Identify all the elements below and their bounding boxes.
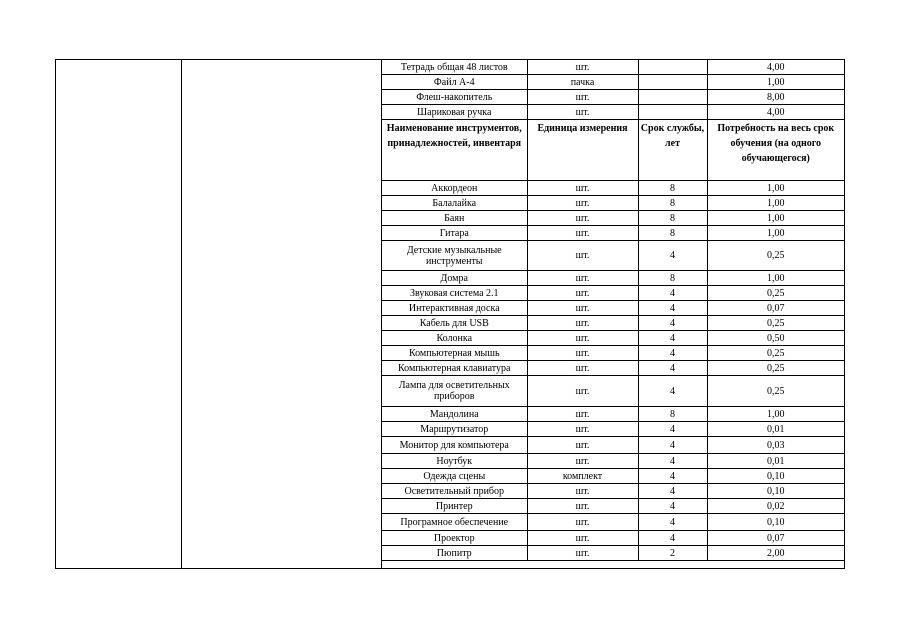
table-row <box>382 271 844 286</box>
item-need: 1,00 <box>707 196 844 211</box>
item-unit: шт. <box>527 546 638 561</box>
item-life: 4 <box>638 469 707 484</box>
item-name: Програмное обеспечение <box>382 514 527 531</box>
item-unit: шт. <box>527 437 638 454</box>
item-life: 4 <box>638 301 707 316</box>
item-unit: шт. <box>527 60 638 75</box>
item-life: 4 <box>638 346 707 361</box>
item-name: Флеш-накопитель <box>382 90 527 105</box>
item-unit: шт. <box>527 514 638 531</box>
table-row <box>382 546 844 561</box>
item-need: 0,25 <box>707 316 844 331</box>
item-need: 0,07 <box>707 301 844 316</box>
header-name: Наименование инструментов, принадлежностей, инвентаря <box>382 120 527 181</box>
item-need: 1,00 <box>707 211 844 226</box>
item-life: 8 <box>638 407 707 422</box>
item-life: 4 <box>638 437 707 454</box>
item-unit: шт. <box>527 422 638 437</box>
item-name: Балалайка <box>382 196 527 211</box>
header-need: Потребность на весь срок обучения (на одного обучающегося) <box>707 120 844 181</box>
item-name: Компьютерная мышь <box>382 346 527 361</box>
item-name: Детские музыкальные инструменты <box>382 241 527 271</box>
item-life: 8 <box>638 271 707 286</box>
item-unit: шт. <box>527 301 638 316</box>
item-unit: шт. <box>527 181 638 196</box>
item-unit: шт. <box>527 531 638 546</box>
item-unit: шт. <box>527 407 638 422</box>
table-row <box>382 196 844 211</box>
item-name: Мандолина <box>382 407 527 422</box>
header-life: Срок службы, лет <box>638 120 707 181</box>
item-need: 0,01 <box>707 454 844 469</box>
table-row <box>382 514 844 531</box>
item-name: Осветительный прибор <box>382 484 527 499</box>
table-header-row <box>382 120 844 181</box>
item-need: 0,10 <box>707 514 844 531</box>
table-row <box>382 454 844 469</box>
item-name: Шариковая ручка <box>382 105 527 120</box>
item-unit: шт. <box>527 105 638 120</box>
table-row <box>382 437 844 454</box>
item-unit: шт. <box>527 316 638 331</box>
item-life: 4 <box>638 316 707 331</box>
item-name: Домра <box>382 271 527 286</box>
item-life: 2 <box>638 546 707 561</box>
empty-column-2 <box>182 60 382 568</box>
item-name: Файл А-4 <box>382 75 527 90</box>
item-unit: шт. <box>527 484 638 499</box>
table-row <box>382 499 844 514</box>
table-row <box>382 75 844 90</box>
item-life: 8 <box>638 196 707 211</box>
empty-column-1 <box>56 60 182 568</box>
item-life: 4 <box>638 241 707 271</box>
item-name: Маршрутизатор <box>382 422 527 437</box>
item-name: Кабель для USB <box>382 316 527 331</box>
item-life: 4 <box>638 361 707 376</box>
item-life: 4 <box>638 484 707 499</box>
item-need: 0,10 <box>707 469 844 484</box>
item-life <box>638 75 707 90</box>
item-life: 8 <box>638 226 707 241</box>
item-life <box>638 90 707 105</box>
table-row <box>382 301 844 316</box>
item-unit: шт. <box>527 331 638 346</box>
item-need: 0,01 <box>707 422 844 437</box>
equipment-table <box>55 59 845 569</box>
item-need: 1,00 <box>707 226 844 241</box>
item-life <box>638 105 707 120</box>
item-name: Тетрадь общая 48 листов <box>382 60 527 75</box>
item-need: 8,00 <box>707 90 844 105</box>
item-need: 0,02 <box>707 499 844 514</box>
item-need: 1,00 <box>707 181 844 196</box>
item-name: Ноутбук <box>382 454 527 469</box>
item-name: Компьютерная клавиатура <box>382 361 527 376</box>
item-unit: шт. <box>527 286 638 301</box>
item-life: 4 <box>638 531 707 546</box>
item-need: 1,00 <box>707 75 844 90</box>
item-need: 0,25 <box>707 376 844 407</box>
item-life: 4 <box>638 422 707 437</box>
table-row <box>382 316 844 331</box>
item-life: 4 <box>638 514 707 531</box>
item-unit: шт. <box>527 346 638 361</box>
item-unit: шт. <box>527 90 638 105</box>
item-need: 0,25 <box>707 346 844 361</box>
item-need: 0,03 <box>707 437 844 454</box>
item-unit: шт. <box>527 271 638 286</box>
item-name: Монитор для компьютера <box>382 437 527 454</box>
table-row <box>382 226 844 241</box>
item-unit: шт. <box>527 211 638 226</box>
item-name: Одежда сцены <box>382 469 527 484</box>
item-need: 0,07 <box>707 531 844 546</box>
table-row <box>382 331 844 346</box>
item-unit: шт. <box>527 454 638 469</box>
table-row <box>382 484 844 499</box>
table-row <box>382 60 844 75</box>
item-name: Пюпитр <box>382 546 527 561</box>
table-row <box>382 286 844 301</box>
item-unit: шт. <box>527 196 638 211</box>
item-need: 0,25 <box>707 361 844 376</box>
item-need: 2,00 <box>707 546 844 561</box>
table-row <box>382 181 844 196</box>
item-need: 0,25 <box>707 241 844 271</box>
item-unit: шт. <box>527 361 638 376</box>
item-life: 4 <box>638 376 707 407</box>
item-unit: шт. <box>527 499 638 514</box>
table-row <box>382 90 844 105</box>
inventory-table <box>382 60 844 561</box>
item-name: Звуковая система 2.1 <box>382 286 527 301</box>
item-life <box>638 60 707 75</box>
item-need: 4,00 <box>707 105 844 120</box>
table-row <box>382 346 844 361</box>
item-life: 8 <box>638 181 707 196</box>
item-need: 0,50 <box>707 331 844 346</box>
item-unit: пачка <box>527 75 638 90</box>
header-unit: Единица измерения <box>527 120 638 181</box>
item-life: 4 <box>638 454 707 469</box>
table-row <box>382 105 844 120</box>
item-name: Лампа для осветительных приборов <box>382 376 527 407</box>
item-unit: комплект <box>527 469 638 484</box>
item-name: Проектор <box>382 531 527 546</box>
item-name: Аккордеон <box>382 181 527 196</box>
item-life: 4 <box>638 331 707 346</box>
item-life: 8 <box>638 211 707 226</box>
item-need: 0,10 <box>707 484 844 499</box>
item-life: 4 <box>638 499 707 514</box>
item-name: Принтер <box>382 499 527 514</box>
item-need: 0,25 <box>707 286 844 301</box>
item-need: 1,00 <box>707 407 844 422</box>
table-row <box>382 531 844 546</box>
item-name: Интерактивная доска <box>382 301 527 316</box>
table-row <box>382 422 844 437</box>
table-row <box>382 469 844 484</box>
item-name: Колонка <box>382 331 527 346</box>
item-unit: шт. <box>527 241 638 271</box>
item-unit: шт. <box>527 376 638 407</box>
table-row <box>382 211 844 226</box>
item-need: 1,00 <box>707 271 844 286</box>
item-name: Гитара <box>382 226 527 241</box>
item-unit: шт. <box>527 226 638 241</box>
table-row <box>382 376 844 407</box>
item-life: 4 <box>638 286 707 301</box>
table-row <box>382 241 844 271</box>
table-row <box>382 407 844 422</box>
item-name: Баян <box>382 211 527 226</box>
item-need: 4,00 <box>707 60 844 75</box>
table-row <box>382 361 844 376</box>
